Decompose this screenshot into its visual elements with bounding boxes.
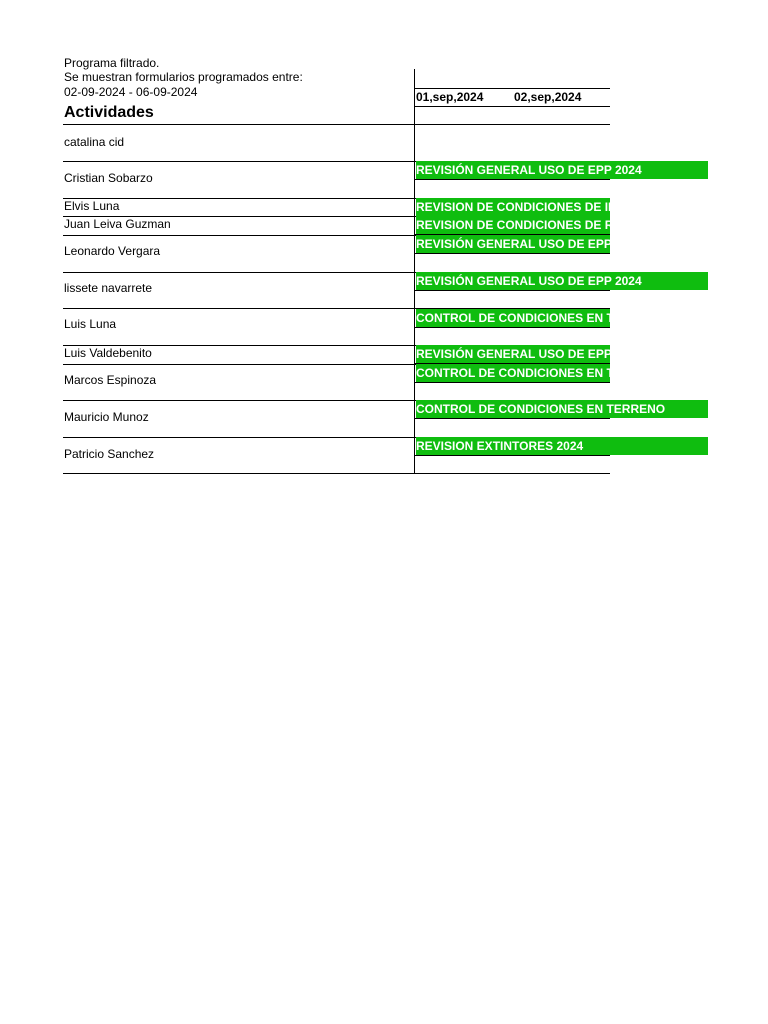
- row-person-name: lissete navarrete: [64, 281, 153, 295]
- scheduled-activity-label: REVISIÓN GENERAL USO DE EPP 2024: [416, 274, 642, 288]
- date-range-value: 02-09-2024 - 06-09-2024: [64, 85, 198, 99]
- row-person-name: Cristian Sobarzo: [64, 171, 153, 185]
- row-divider: [63, 473, 610, 474]
- scheduled-activity-bar[interactable]: [416, 235, 642, 253]
- scheduled-activity-label: REVISION DE CONDICIONES DE INSTALACIONES: [416, 200, 702, 214]
- scheduled-activity-bar[interactable]: [416, 216, 614, 234]
- scheduled-activity-label: CONTROL DE CONDICIONES EN TERRENO: [416, 366, 666, 380]
- header-date-rule: [414, 106, 610, 107]
- activity-cell-rule: [414, 418, 610, 419]
- activity-cell-rule: [414, 327, 610, 328]
- row-person-name: catalina cid: [64, 135, 125, 149]
- scheduled-activity-label: CONTROL DE CONDICIONES EN TERRENO: [416, 311, 666, 325]
- scheduled-activity-bar[interactable]: [416, 272, 708, 290]
- scheduled-activity-label: REVISION DE CONDICIONES DE R: [416, 218, 614, 232]
- activities-heading: Actividades: [64, 104, 154, 121]
- activity-cell-rule: [414, 253, 610, 254]
- date-column-header-1: 01,sep,2024: [416, 90, 484, 104]
- filter-status-text: Programa filtrado.: [64, 56, 160, 70]
- header-top-rule: [414, 88, 610, 89]
- row-person-name: Luis Valdebenito: [64, 346, 152, 360]
- row-person-name: Patricio Sanchez: [64, 447, 155, 461]
- scheduled-activity-bar[interactable]: [416, 400, 708, 418]
- row-person-name: Elvis Luna: [64, 199, 120, 213]
- row-person-name: Mauricio Munoz: [64, 410, 149, 424]
- scheduled-activity-bar[interactable]: [416, 161, 708, 179]
- scheduled-activity-bar[interactable]: [416, 345, 622, 363]
- scheduled-activity-label: REVISIÓN GENERAL USO DE EPP 2024: [416, 163, 642, 177]
- activity-cell-rule: [414, 290, 610, 291]
- scheduled-activity-label: CONTROL DE CONDICIONES EN TERRENO: [416, 402, 666, 416]
- header-bottom-rule: [63, 124, 610, 125]
- scheduled-activity-bar[interactable]: [416, 198, 702, 216]
- scheduled-activity-bar[interactable]: [416, 309, 666, 327]
- scheduled-activity-bar[interactable]: [416, 437, 708, 455]
- activity-cell-rule: [414, 382, 610, 383]
- scheduled-activity-label: REVISIÓN GENERAL USO DE EPP 2024: [416, 237, 642, 251]
- activity-cell-rule: [414, 179, 610, 180]
- row-person-name: Leonardo Vergara: [64, 244, 161, 258]
- activity-cell-rule: [414, 455, 610, 456]
- scheduled-activity-label: REVISION EXTINTORES 2024: [416, 439, 584, 453]
- date-column-header-2: 02,sep,2024: [514, 90, 582, 104]
- scheduled-activity-label: REVISIÓN GENERAL USO DE EPP 2: [416, 347, 622, 361]
- row-person-name: Luis Luna: [64, 317, 117, 331]
- date-range-caption: Se muestran formularios programados entre:: [64, 70, 303, 84]
- scheduled-activity-bar[interactable]: [416, 364, 666, 382]
- row-person-name: Juan Leiva Guzman: [64, 217, 171, 231]
- row-person-name: Marcos Espinoza: [64, 373, 157, 387]
